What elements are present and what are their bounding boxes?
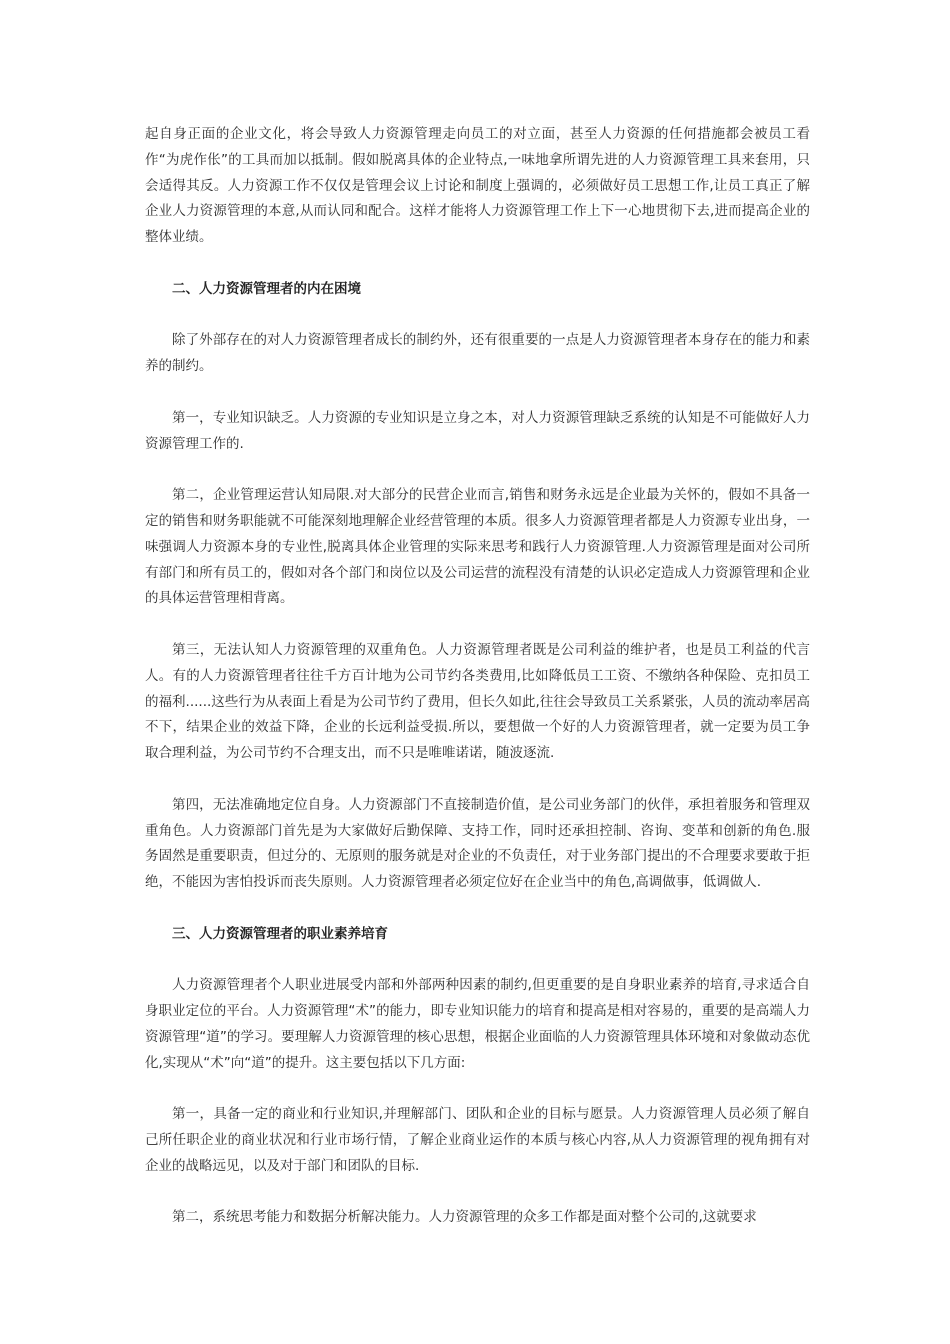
paragraph-point-3: 第三，无法认知人力资源管理的双重角色。人力资源管理者既是公司利益的维护者，也是员工利益的代言人。有的人力资源管理者往往千方百计地为公司节约各类费用,比如降低员工工资、不缴纳各种保险、克扣员工的福利......这些行为从表面上看是为公司节约了费用，但长久如此,往往会导致员工关系紧张，人员的流动率居高不下，结果企业的效益下降，企业的长远利益受损.所以，要想做一个好的人力资源管理者，就一定要为员工争取合理利益，为公司节约不合理支出，而不只是唯唯诺诺，随波逐流. (145, 641, 810, 762)
section-heading-2: 二、人力资源管理者的内在困境 (172, 280, 361, 297)
paragraph-intro-3: 人力资源管理者个人职业进展受内部和外部两种因素的制约,但更重要的是自身职业素养的培育,寻求适合自身职业定位的平台。人力资源管理“术”的能力，即专业知识能力的培育和提高是相对容易的，重要的是高端人力资源管理“道”的学习。要理解人力资源管理的核心思想，根据企业面临的人力资源管理具体环境和对象做动态优化,实现从“术”向“道”的提升。这主要包括以下几方面: (145, 977, 810, 1071)
paragraph-point-1: 第一，专业知识缺乏。人力资源的专业知识是立身之本，对人力资源管理缺乏系统的认知是不可能做好人力资源管理工作的. (145, 409, 810, 452)
paragraph-intro-2: 除了外部存在的对人力资源管理者成长的制约外，还有很重要的一点是人力资源管理者本身存在的能力和素养的制约。 (145, 332, 810, 375)
paragraph-point-2: 第二，企业管理运营认知局限.对大部分的民营企业而言,销售和财务永远是企业最为关怀的，假如不具备一定的销售和财务职能就不可能深刻地理解企业经营管理的本质。很多人力资源管理者都是人力资源专业出身，一味强调人力资源本身的专业性,脱离具体企业管理的实际来思考和践行人力资源管理.人力资源管理是面对公司所有部门和所有员工的，假如对各个部门和岗位以及公司运营的流程没有清楚的认识必定造成人力资源管理和企业的具体运营管理相背离。 (145, 487, 810, 607)
section-heading-3: 三、人力资源管理者的职业素养培育 (172, 925, 388, 942)
paragraph-point-4: 第四，无法准确地定位自身。人力资源部门不直接制造价值，是公司业务部门的伙伴，承担着服务和管理双重角色。人力资源部门首先是为大家做好后勤保障、支持工作，同时还承担控制、咨询、变革和创新的角色.服务固然是重要职责，但过分的、无原则的服务就是对企业的不负责任，对于业务部门提出的不合理要求要敢于拒绝，不能因为害怕投诉而丧失原则。人力资源管理者必须定位好在企业当中的角色,高调做事，低调做人. (145, 796, 810, 891)
paragraph-skill-1: 第一，具备一定的商业和行业知识,并理解部门、团队和企业的目标与愿景。人力资源管理人员必须了解自己所任职企业的商业状况和行业市场行情，了解企业商业运作的本质与核心内容,从人力资源管理的视角拥有对企业的战略远见，以及对于部门和团队的目标. (145, 1106, 810, 1174)
document-body (145, 122, 810, 1257)
paragraph-skill-2: 第二，系统思考能力和数据分析解决能力。人力资源管理的众多工作都是面对整个公司的,这就要求 (172, 1209, 757, 1226)
paragraph-corporate-culture: 起自身正面的企业文化，将会导致人力资源管理走向员工的对立面，甚至人力资源的任何措施都会被员工看作“为虎作伥”的工具而加以抵制。假如脱离具体的企业特点,一味地拿所谓先进的人力资源管理工具来套用，只会适得其反。人力资源工作不仅仅是管理会议上讨论和制度上强调的，必须做好员工思想工作,让员工真正了解企业人力资源管理的本意,从而认同和配合。这样才能将人力资源管理工作上下一心地贯彻下去,进而提高企业的整体业绩。 (145, 126, 810, 246)
